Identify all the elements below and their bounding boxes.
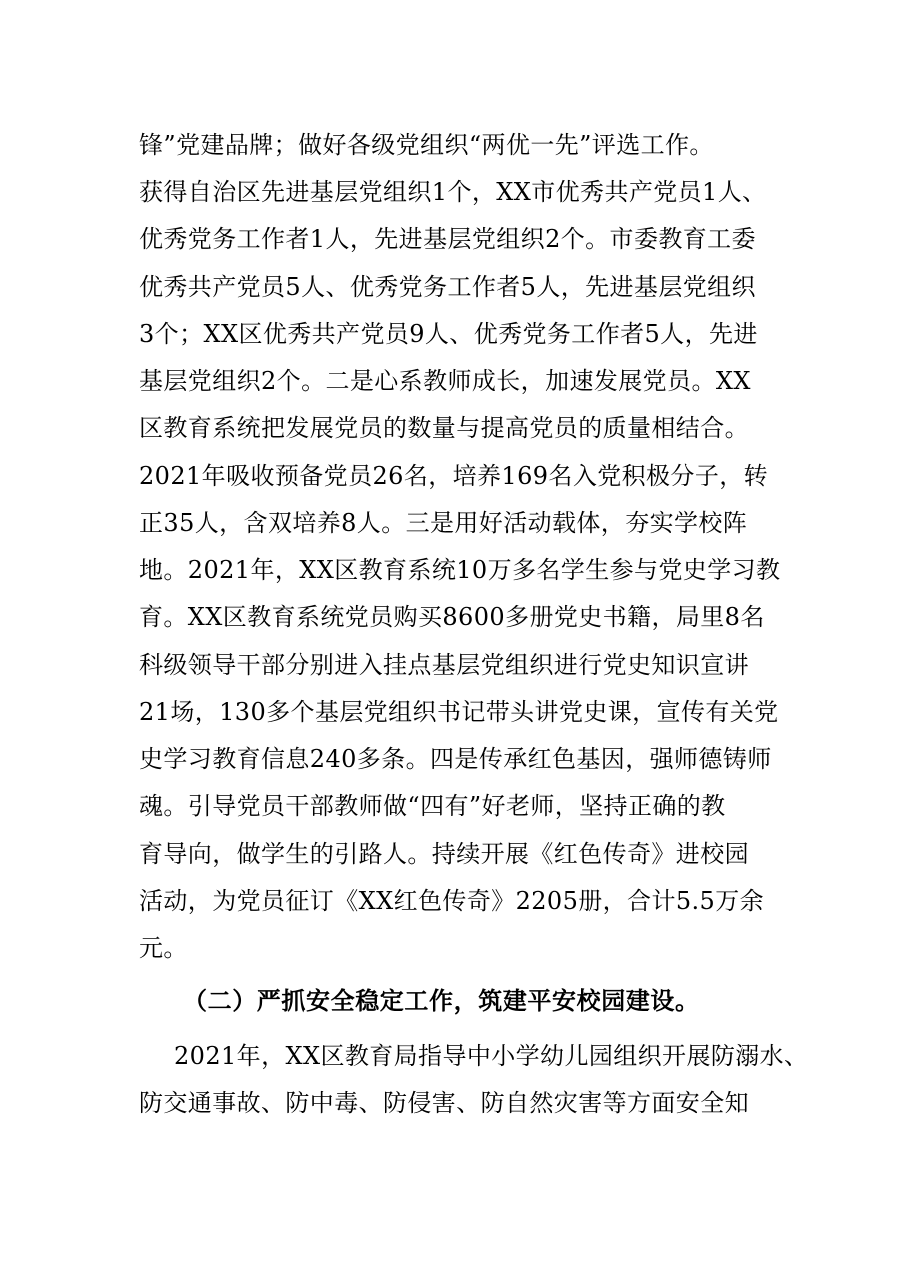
paragraph-line: 优秀共产党员5人、优秀党务工作者5人，先进基层党组织 [139, 273, 756, 301]
paragraph-line: 育。XX区教育系统党员购买8600多册党史书籍，局里8名 [139, 603, 765, 631]
paragraph-line: 2021年，XX区教育局指导中小学幼儿园组织开展防溺水、 [174, 1042, 809, 1070]
paragraph-line: 史学习教育信息240多条。四是传承红色基因，强师德铸师 [139, 745, 772, 773]
section-heading: （二）严抓安全稳定工作，筑建平安校园建设。 [183, 987, 700, 1015]
paragraph-line: 3个；XX区优秀共产党员9人、优秀党务工作者5人，先进 [139, 320, 758, 348]
paragraph-line: 科级领导干部分别进入挂点基层党组织进行党史知识宣讲 [139, 651, 749, 679]
paragraph-line: 2021年吸收预备党员26名，培养169名入党积极分子，转 [139, 462, 769, 490]
paragraph-line: 基层党组织2个。二是心系教师成长，加速发展党员。XX [139, 367, 751, 395]
paragraph-line: 元。 [139, 934, 188, 962]
paragraph-line: 魂。引导党员干部教师做“四有”好老师，坚持正确的教 [139, 792, 726, 820]
paragraph-line: 地。2021年，XX区教育系统10万多名学生参与党史学习教 [139, 556, 781, 584]
paragraph-line: 区教育系统把发展党员的数量与提高党员的质量相结合。 [139, 414, 749, 442]
paragraph-line: 正35人，含双培养8人。三是用好活动载体，夯实学校阵 [139, 509, 748, 537]
paragraph-line: 21场，130多个基层党组织书记带头讲党史课，宣传有关党 [139, 698, 779, 726]
paragraph-line: 锋”党建品牌；做好各级党组织“两优一先”评选工作。 [139, 131, 714, 159]
paragraph-line: 活动，为党员征订《XX红色传奇》2205册，合计5.5万余 [139, 887, 765, 915]
paragraph-line: 防交通事故、防中毒、防侵害、防自然灾害等方面安全知 [139, 1089, 749, 1117]
paragraph-line: 获得自治区先进基层党组织1个，XX市优秀共产党员1人、 [139, 178, 767, 206]
paragraph-line: 育导向，做学生的引路人。持续开展《红色传奇》进校园 [139, 840, 749, 868]
paragraph-line: 优秀党务工作者1人，先进基层党组织2个。市委教育工委 [139, 225, 756, 253]
